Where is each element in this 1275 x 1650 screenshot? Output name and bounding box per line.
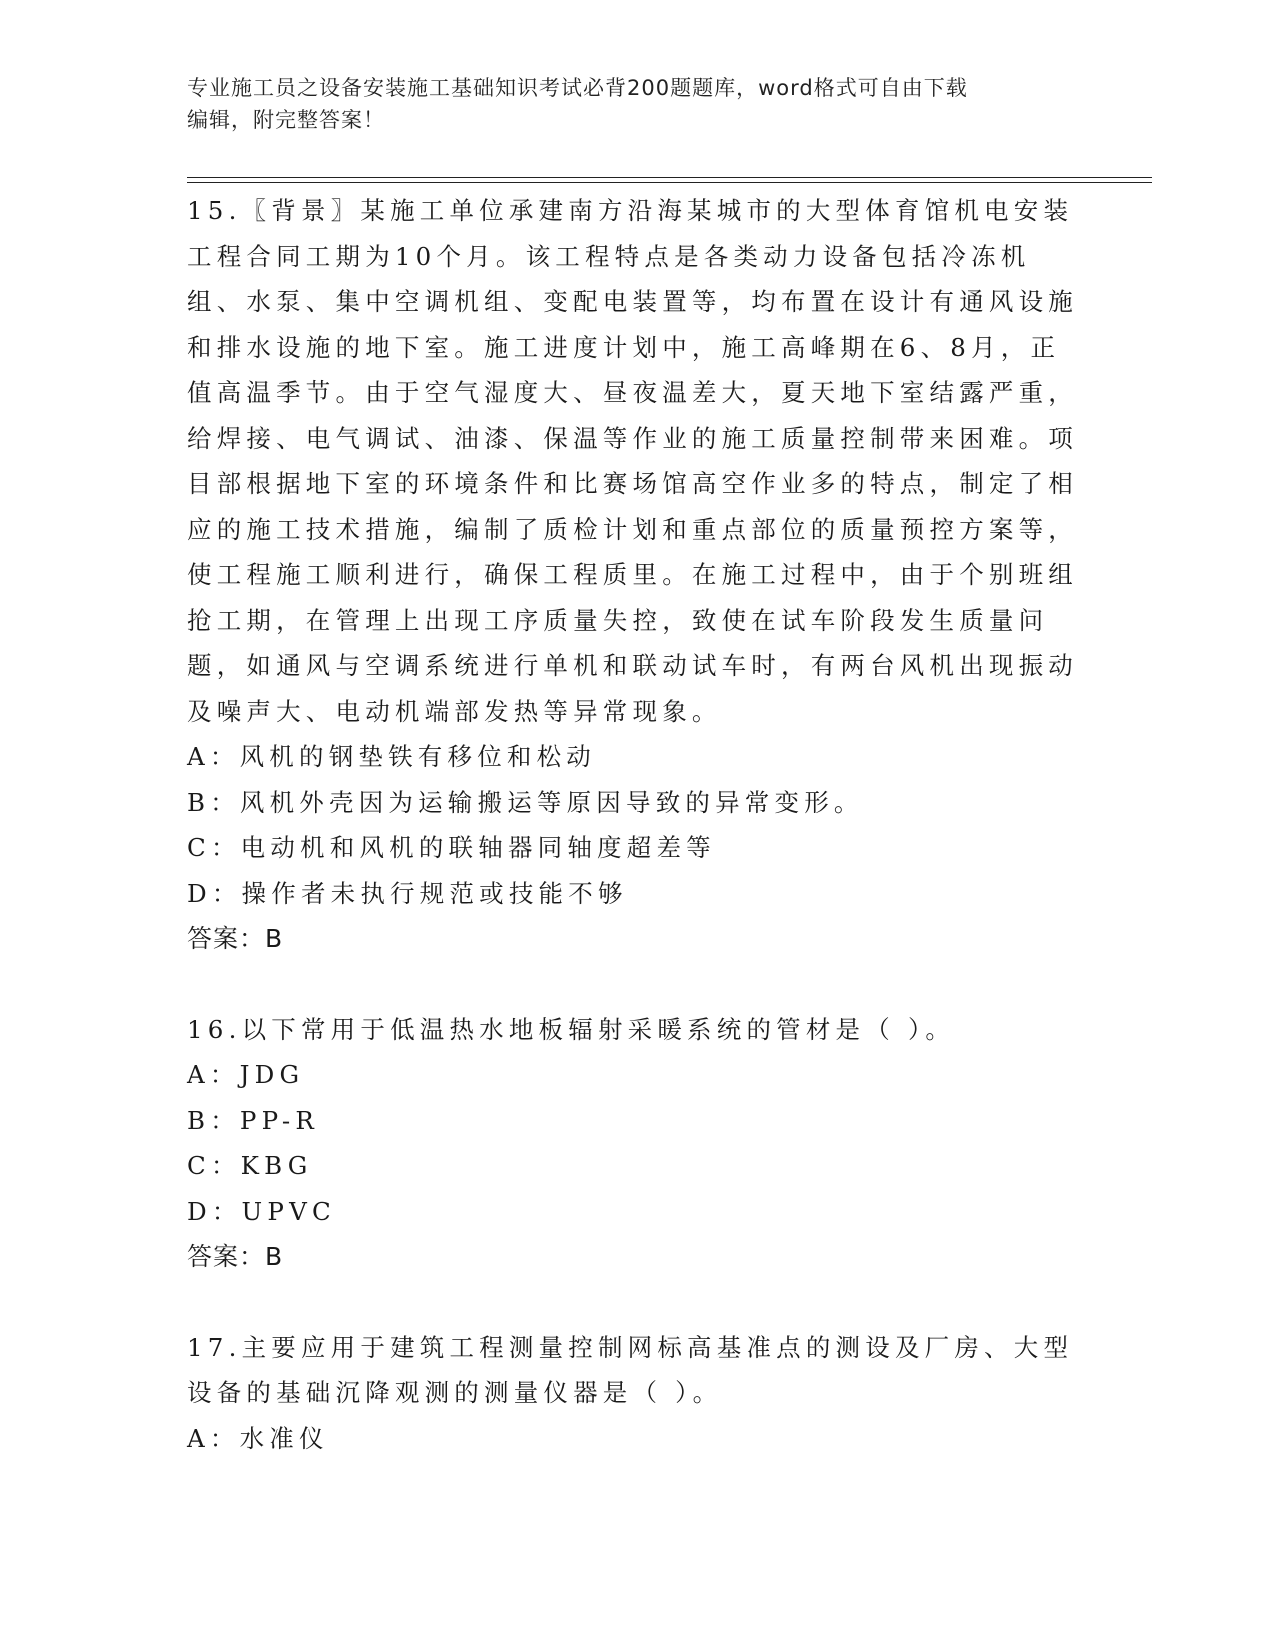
header-title-line-1: 专业施工员之设备安装施工基础知识考试必背200题题库，word格式可自由下载: [187, 76, 968, 100]
option-c: C：KBG: [187, 1151, 313, 1180]
option-a: A：风机的钢垫铁有移位和松动: [187, 742, 596, 771]
question-17: [187, 1325, 1087, 1462]
option-b: B：风机外壳因为运输搬运等原因导致的异常变形。: [187, 787, 864, 817]
question-15: [187, 188, 1087, 962]
question-stem: 15.〖背景〗某施工单位承建南方沿海某城市的大型体育馆机电安装工程合同工期为10个月。该工程特点是各类动力设备包括冷冻机组、水泵、集中空调机组、变配电装置等，均布置在设计有通风设施和排水设施的地下室。施工进度计划中，施工高峰期在6、8月，正值高温季节。由于空气湿度大、昼夜温差大，夏天地下室结露严重，给焊接、电气调试、油漆、保温等作业的施工质量控制带来困难。项目部根据地下室的环境条件和比赛场馆高空作业多的特点，制定了相应的施工技术措施，编制了质检计划和重点部位的质量预控方案等，使工程施工顺利进行，确保工程质里。在施工过程中，由于个别班组抢工期，在管理上出现工序质量失控，致使在试车阶段发生质量问题，如通风与空调系统进行单机和联动试车时，有两台风机出现振动及噪声大、电动机端部发热等异常现象。: [187, 196, 1078, 726]
question-stem: 16.以下常用于低温热水地板辐射采暖系统的管材是（ ）。: [187, 1014, 956, 1044]
header-divider-top: [187, 177, 1152, 178]
header-divider-bottom: [187, 182, 1152, 183]
document-header: [187, 72, 1067, 136]
header-title-line-2: 编辑，附完整答案！: [187, 108, 385, 132]
option-d: D：操作者未执行规范或技能不够: [187, 878, 628, 908]
option-a: A：水准仪: [187, 1423, 329, 1453]
document-body: [187, 188, 1087, 1461]
question-spacer: [187, 962, 1087, 1007]
option-d: D：UPVC: [187, 1196, 336, 1226]
question-spacer: [187, 1280, 1087, 1325]
option-c: C：电动机和风机的联轴器同轴度超差等: [187, 833, 716, 862]
option-b: B：PP-R: [187, 1105, 320, 1135]
question-16: [187, 1007, 1087, 1280]
answer-label: 答案：B: [187, 924, 284, 953]
answer-label: 答案：B: [187, 1242, 284, 1271]
question-stem: 17.主要应用于建筑工程测量控制网标高基准点的测设及厂房、大型设备的基础沉降观测的测量仪器是（ ）。: [187, 1332, 1074, 1407]
option-a: A：JDG: [187, 1060, 305, 1089]
